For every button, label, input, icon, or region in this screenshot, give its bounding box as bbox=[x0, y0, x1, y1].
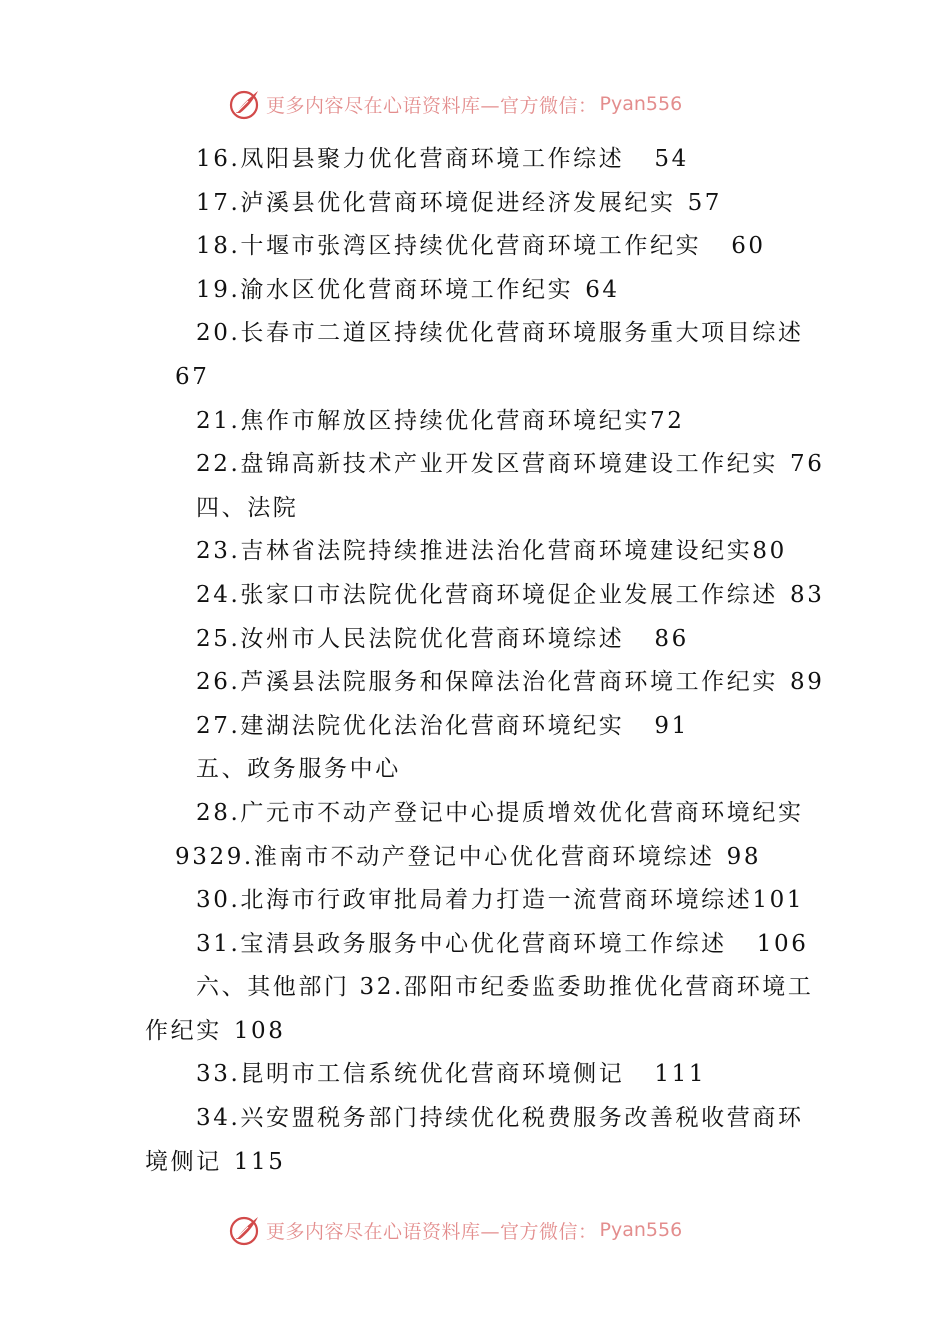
toc-line bbox=[145, 923, 810, 967]
toc-line bbox=[145, 530, 810, 574]
watermark-text: 更多内容尽在心语资料库—官方微信： bbox=[266, 94, 598, 117]
watermark-header bbox=[228, 86, 748, 122]
toc-page-number: 108 bbox=[233, 1017, 286, 1044]
toc-entry-text: 19.渝水区优化营商环境工作纪实 bbox=[196, 276, 574, 303]
toc-page-number: 60 bbox=[731, 233, 766, 260]
toc-entry-text: 30.北海市行政审批局着力打造一流营商环境综述101 bbox=[196, 887, 805, 914]
toc-entry-text: 22.盘锦高新技术产业开发区营商环境建设工作纪实 bbox=[196, 451, 778, 478]
toc-entry-text: 34.兴安盟税务部门持续优化税费服务改善税收营商环 bbox=[196, 1105, 804, 1132]
toc-entry-text: 作纪实 bbox=[145, 1017, 222, 1044]
toc-page-number: 98 bbox=[726, 843, 762, 870]
toc-entry-text: 27.建湖法院优化法治化营商环境纪实 bbox=[196, 712, 625, 739]
toc-line bbox=[145, 182, 810, 226]
toc-line bbox=[145, 269, 810, 313]
toc-line bbox=[145, 748, 810, 792]
toc-entry-text: 23.吉林省法院持续推进法治化营商环境建设纪实80 bbox=[196, 538, 787, 565]
watermark-footer bbox=[228, 1212, 748, 1248]
toc-entry-text: 五、政务服务中心 bbox=[196, 756, 401, 783]
toc-page-number: 76 bbox=[789, 451, 825, 478]
watermark-text: 更多内容尽在心语资料库—官方微信： bbox=[266, 1220, 598, 1243]
toc-line bbox=[145, 792, 810, 836]
toc-entry-text: 67 bbox=[175, 363, 210, 390]
toc-line bbox=[145, 618, 810, 662]
toc-line bbox=[145, 225, 810, 269]
toc-line bbox=[145, 400, 810, 444]
toc-entry-text: 21.焦作市解放区持续优化营商环境纪实72 bbox=[196, 407, 685, 434]
toc-line bbox=[145, 836, 810, 880]
toc-line bbox=[145, 356, 810, 400]
toc-entry-text: 四、法院 bbox=[196, 494, 299, 521]
toc-line bbox=[145, 443, 825, 487]
toc-page-number: 83 bbox=[789, 581, 825, 608]
toc-line bbox=[145, 1141, 810, 1185]
toc-entry-text: 28.广元市不动产登记中心提质增效优化营商环境纪实 bbox=[196, 799, 804, 826]
toc-entry-text: 26.芦溪县法院服务和保障法治化营商环境工作纪实 bbox=[196, 669, 778, 696]
toc-page-number: 86 bbox=[654, 625, 689, 652]
watermark-id: Pyan556 bbox=[599, 1219, 683, 1241]
toc-page-number: 54 bbox=[654, 146, 689, 172]
toc-entry-text: 24.张家口市法院优化营商环境促企业发展工作综述 bbox=[196, 581, 778, 608]
toc-line bbox=[145, 1053, 810, 1097]
toc-entry-text: 33.昆明市工信系统优化营商环境侧记 bbox=[196, 1061, 625, 1088]
quill-logo-icon bbox=[228, 87, 262, 121]
toc-entry-text: 25.汝州市人民法院优化营商环境综述 bbox=[196, 625, 625, 652]
toc-entry-text: 20.长春市二道区持续优化营商环境服务重大项目综述 bbox=[196, 320, 804, 347]
toc-entry-text: 16.凤阳县聚力优化营商环境工作综述 bbox=[196, 146, 625, 172]
toc-line bbox=[145, 574, 825, 618]
toc-page-number: 64 bbox=[585, 276, 620, 303]
toc-entry-text: 境侧记 bbox=[145, 1148, 222, 1175]
toc-entry-text: 六、其他部门 32.邵阳市纪委监委助推优化营商环境工 bbox=[196, 974, 814, 1001]
toc-entry-text: 9329.淮南市不动产登记中心优化营商环境综述 bbox=[175, 843, 715, 870]
toc-line bbox=[145, 138, 810, 182]
toc-page-number: 115 bbox=[233, 1148, 286, 1175]
toc-page-number: 106 bbox=[756, 930, 809, 957]
toc-page-number: 91 bbox=[654, 712, 689, 739]
toc-line bbox=[145, 1097, 810, 1141]
toc-line bbox=[145, 661, 825, 705]
quill-logo-icon bbox=[228, 1213, 262, 1247]
watermark-id: Pyan556 bbox=[599, 93, 683, 115]
toc-entry-text: 18.十堰市张湾区持续优化营商环境工作纪实 bbox=[196, 233, 702, 260]
toc-line bbox=[145, 312, 810, 356]
toc-entry-text: 31.宝清县政务服务中心优化营商环境工作综述 bbox=[196, 930, 727, 957]
toc-line bbox=[145, 705, 810, 749]
toc-entry-text: 17.泸溪县优化营商环境促进经济发展纪实 bbox=[196, 189, 676, 216]
toc-page-number: 111 bbox=[654, 1061, 707, 1088]
toc-page-number: 89 bbox=[789, 669, 825, 696]
toc-page-number: 57 bbox=[687, 189, 723, 216]
toc-line bbox=[145, 1010, 810, 1054]
toc-line bbox=[145, 966, 814, 1010]
toc-list bbox=[145, 138, 825, 1184]
toc-line bbox=[145, 879, 810, 923]
toc-line bbox=[145, 487, 810, 531]
